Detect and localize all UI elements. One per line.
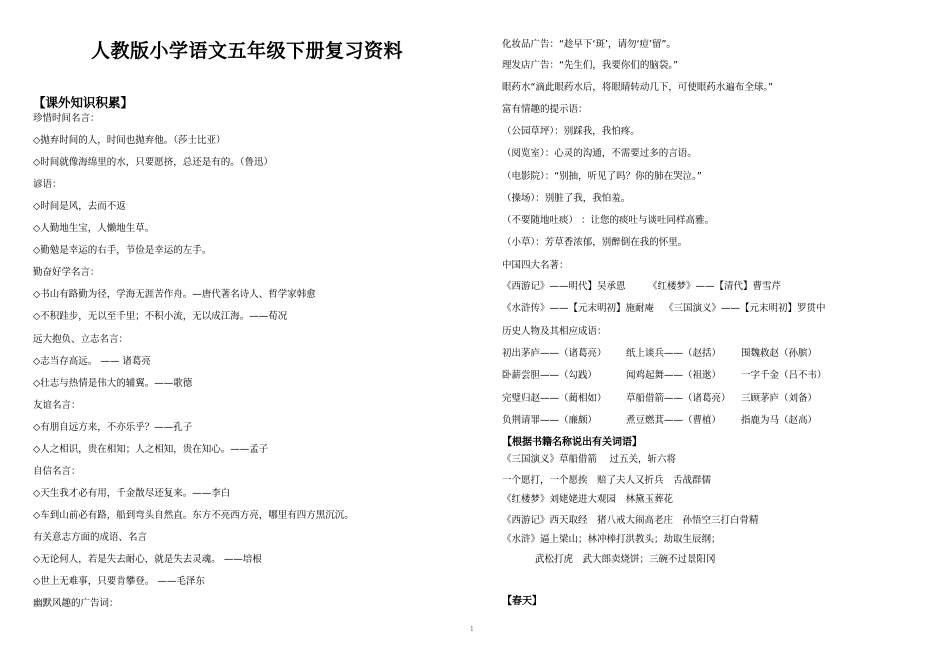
idiom-cell: 完璧归赵——（蔺相如）: [502, 392, 607, 404]
left-text-line: ◇时间就像海绵里的水，只要愿挤，总还是有的。（鲁迅）: [33, 157, 274, 169]
page-number: 1: [470, 626, 474, 633]
idiom-cell: 指鹿为马（赵高）: [741, 414, 818, 426]
book-phrase-line: 武松打虎 武大郎卖烧饼；三碗不过景阳冈: [535, 554, 716, 565]
spring-header: 【春天】: [502, 596, 542, 607]
right-text-line: （电影院）：“别抽，听见了吗？你的肺在哭泣。”: [502, 171, 702, 182]
classic-entry: 《红楼梦》——【清代】曹雪芹: [648, 281, 782, 292]
right-text-line: 眼药水“滴此眼药水后，将眼睛转动几下，可使眼药水遍布全球。”: [502, 82, 774, 93]
left-text-line: ◇不积跬步，无以至千里；不积小流，无以成江海。——荀况: [33, 311, 288, 323]
book-phrase-line: 一个愿打，一个愿挨 赔了夫人又折兵 舌战群儒: [502, 475, 712, 486]
right-text-line: （公园草坪）：别踩我，我怕疼。: [502, 126, 640, 137]
left-text-line: ◇志当存高远。 —— 诸葛亮: [33, 355, 151, 367]
left-text-line: ◇勤勉是幸运的右手，节俭是幸运的左手。: [33, 245, 212, 257]
idiom-cell: 卧薪尝胆——（勾践）: [502, 370, 598, 382]
right-text-line: 化妆品广告：“趁早下‘斑’，请勿‘痘’留”。: [502, 39, 676, 50]
right-text-line: 理发店广告：“先生们，我要你们的脑袋。”: [502, 60, 679, 71]
right-text-line: 富有情趣的提示语：: [502, 104, 588, 115]
idiom-cell: 三顾茅庐（刘备）: [741, 392, 818, 404]
right-text-line: （阅览室）：心灵的沟通，不需要过多的言语。: [502, 148, 697, 159]
left-text-line: ◇世上无难事，只要肯攀登。 ——毛泽东: [33, 576, 205, 588]
right-text-line: 历史人物及其相应成语：: [502, 326, 607, 337]
left-text-line: 有关意志方面的成语、名言: [33, 531, 148, 543]
left-text-line: 友谊名言：: [33, 399, 81, 411]
right-text-line: 《西游记》——明代】吴承恩: [502, 281, 626, 292]
left-text-line: ◇车到山前必有路，船到弯头自然直。东方不亮西方亮，哪里有四方黑沉沉。: [33, 509, 354, 521]
idiom-cell: 围魏救赵（孙膑）: [741, 348, 818, 359]
idiom-cell: 初出茅庐——（诸葛亮）: [502, 348, 607, 359]
left-text-line: 幽默风趣的广告词：: [33, 598, 119, 610]
idiom-cell: 煮豆燃萁——（曹植）: [626, 414, 722, 426]
book-phrase-line: 《西游记》西天取经 猪八戒大闹高老庄 孙悟空三打白骨精: [502, 515, 759, 526]
classic-entry: 《三国演义》——【元末明初】罗贯中: [664, 303, 826, 314]
left-text-line: 远大抱负、立志名言：: [33, 333, 129, 345]
left-text-line: ◇天生我才必有用，千金散尽还复来。——李白: [33, 487, 231, 499]
book-phrase-line: 《红楼梦》刘姥姥进大观园 林黛玉葬花: [502, 494, 674, 505]
section-extracurricular-knowledge: 【课外知识积累】: [33, 95, 134, 110]
left-text-line: 自信名言：: [33, 465, 81, 477]
left-text-line: 勤奋好学名言：: [33, 267, 100, 279]
document-title: 人教版小学语文五年级下册复习资料: [91, 40, 404, 62]
right-text-line: （操场）：别脏了我，我怕羞。: [502, 193, 631, 204]
idiom-cell: 一字千金（吕不韦）: [741, 370, 827, 382]
left-text-line: 珍惜时间名言：: [33, 113, 100, 124]
right-text-line: 《水浒传》——【元末明初】施耐庵: [502, 303, 655, 314]
right-text-line: （不要随地吐痰） ：让您的痰吐与谈吐同样高雅。: [502, 215, 715, 226]
left-text-line: 谚语：: [33, 179, 62, 191]
books-header: 【根据书籍名称说出有关词语】: [502, 437, 642, 448]
idiom-cell: 纸上谈兵——（赵括）: [626, 348, 722, 359]
idiom-cell: 负荆请罪——（廉颇）: [502, 414, 598, 426]
left-text-line: ◇书山有路勤为径，学海无涯苦作舟。—唐代著名诗人、哲学家韩愈: [33, 289, 316, 301]
left-text-line: ◇抛弃时间的人，时间也抛弃他。（莎士比亚）: [33, 135, 226, 147]
left-text-line: ◇时间是风，去而不返: [33, 201, 126, 213]
book-phrase-line: 《水浒》逼上梁山；林冲棒打洪教头；劫取生辰纲；: [502, 534, 721, 545]
idiom-cell: 闻鸡起舞——（祖逖）: [626, 370, 722, 382]
left-text-line: ◇人之相识，贵在相知；人之相知，贵在知心。——孟子: [33, 443, 269, 455]
left-text-line: ◇无论何人，若是失去耐心，就是失去灵魂。 ——培根: [33, 554, 262, 565]
left-text-line: ◇壮志与热情是伟大的辅翼。——歌德: [33, 377, 193, 389]
left-text-line: ◇有朋自远方来，不亦乐乎？——孔子: [33, 421, 193, 433]
left-text-line: ◇人勤地生宝，人懒地生草。: [33, 223, 155, 235]
right-text-line: （小草）：芳草香浓郁，别醉倒在我的怀里。: [502, 237, 688, 248]
right-text-line: 中国四大名著：: [502, 260, 569, 271]
book-phrase-line: 《三国演义》草船借箭 过五关，斩六将: [502, 454, 677, 465]
idiom-cell: 草船借箭——（诸葛亮）: [626, 392, 731, 404]
